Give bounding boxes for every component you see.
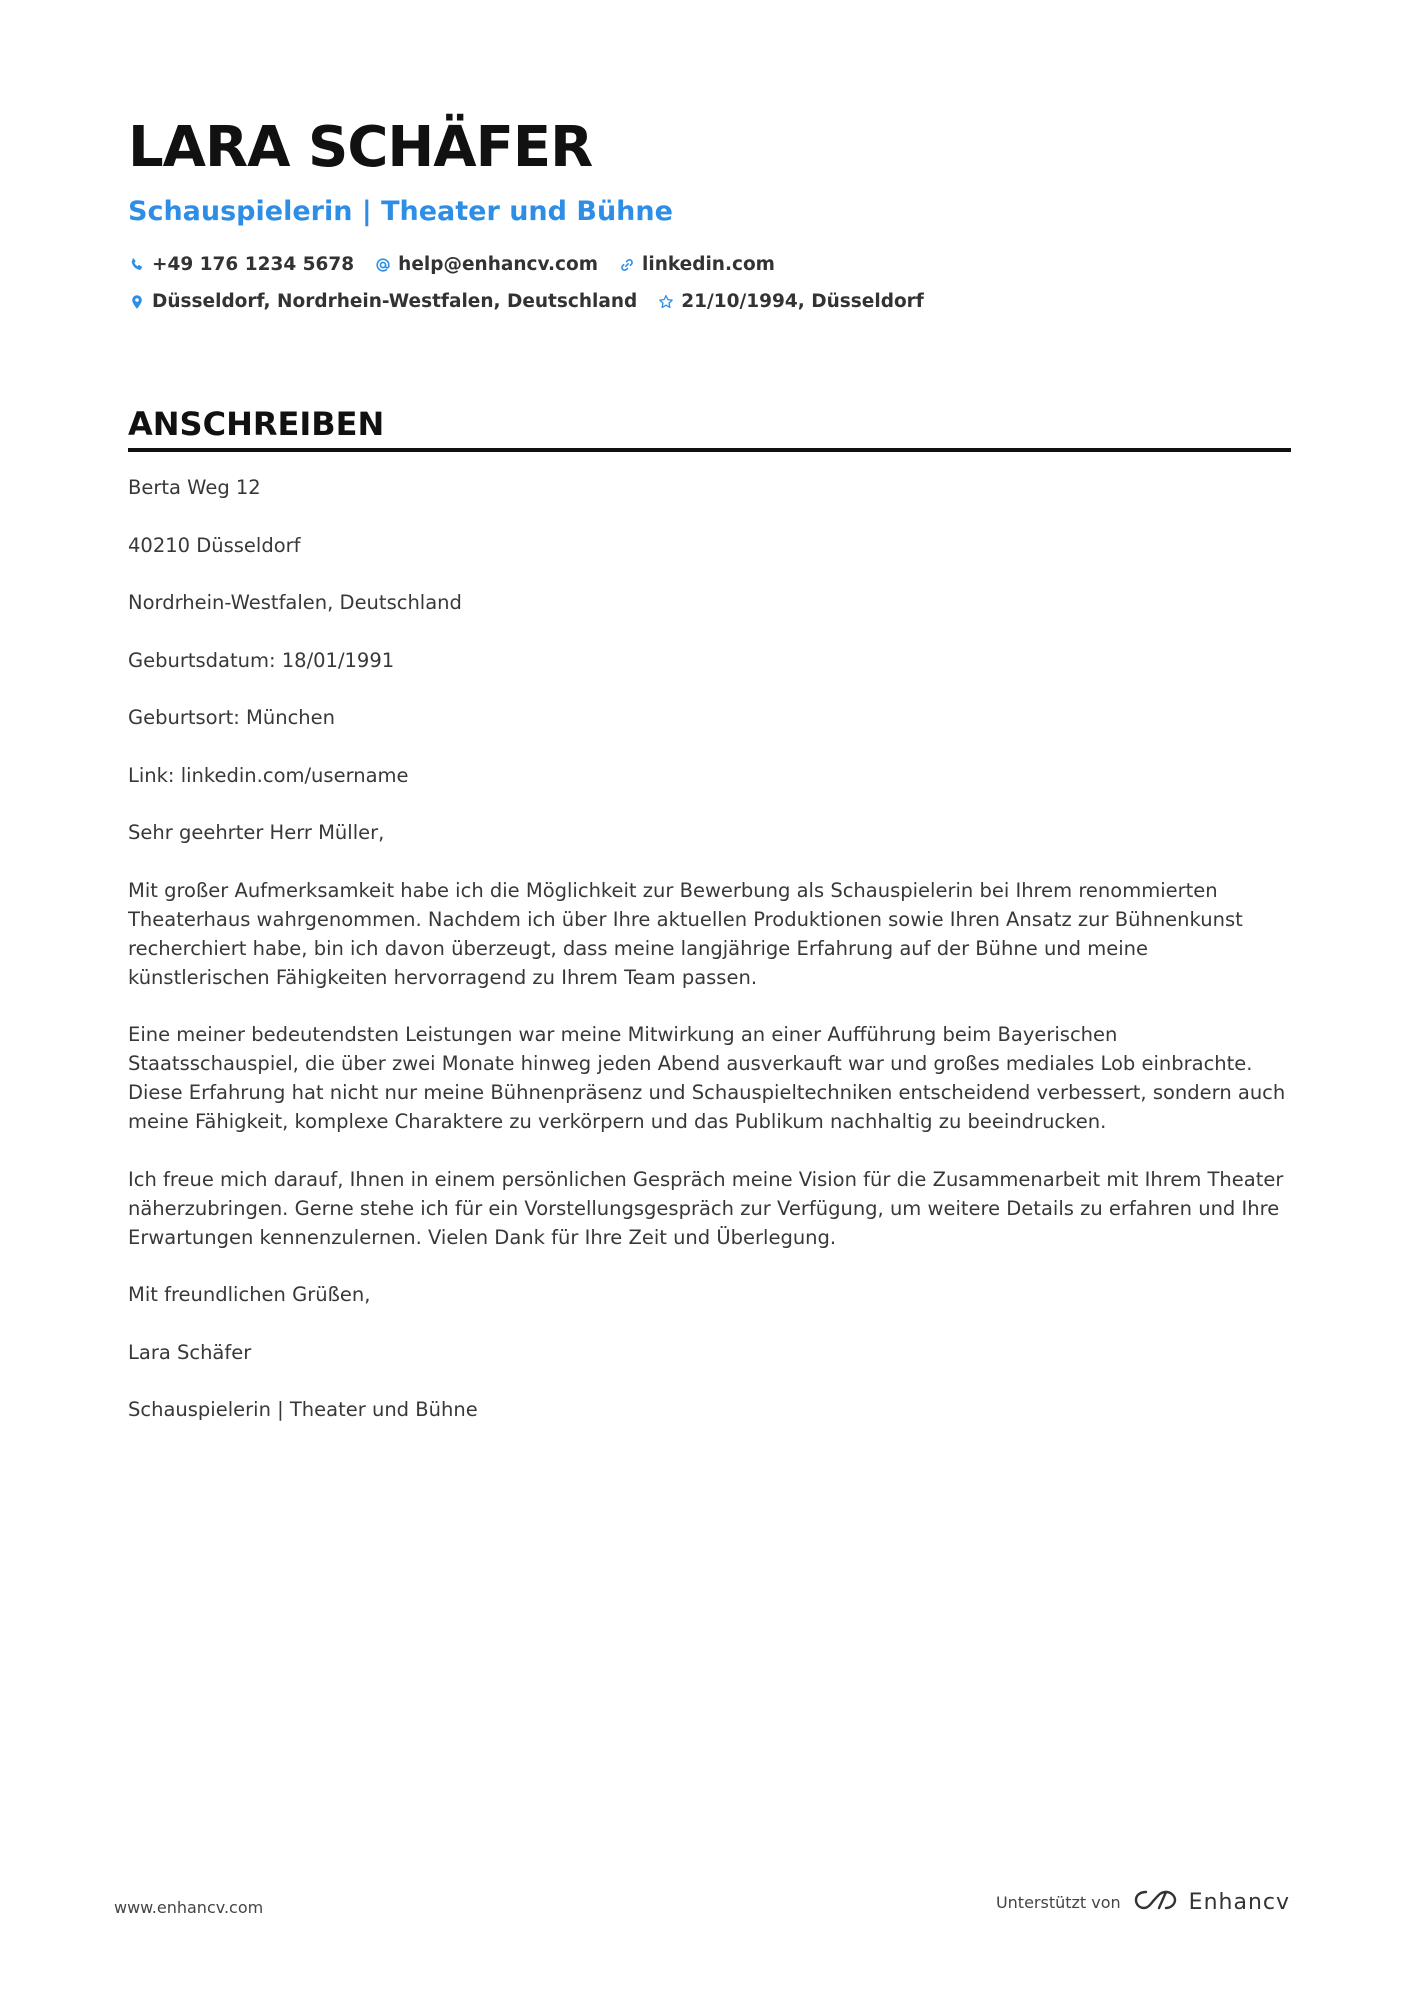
brand-logo[interactable] [1133, 1888, 1290, 1916]
contact-location-text: Düsseldorf, Nordrhein-Westfalen, Deutschland [152, 291, 638, 312]
birthdate-line: Geburtsdatum: 18/01/1991 [128, 648, 395, 672]
star-icon [657, 293, 675, 311]
candidate-subtitle: Schauspielerin | Theater und Bühne [128, 196, 673, 227]
cover-letter-body [128, 473, 1291, 1453]
salutation: Sehr geehrter Herr Müller, [128, 821, 385, 844]
link-line: Link: linkedin.com/username [128, 763, 409, 787]
candidate-name: LARA SCHÄFER [128, 115, 593, 180]
link-icon [618, 256, 636, 274]
location-pin-icon [128, 293, 146, 311]
contact-linkedin[interactable] [618, 254, 775, 275]
section-title: ANSCHREIBEN [128, 405, 385, 443]
address-city: 40210 Düsseldorf [128, 533, 301, 557]
footer-powered-by [996, 1888, 1290, 1916]
resume-page [128, 110, 1291, 1421]
contact-birth [657, 291, 924, 312]
signature-name: Lara Schäfer [128, 1340, 252, 1364]
phone-icon [128, 256, 146, 274]
section-divider [128, 448, 1291, 452]
closing: Mit freundlichen Grüßen, [128, 1283, 371, 1306]
contact-email-text: help@enhancv.com [398, 254, 599, 275]
contact-location [128, 291, 637, 312]
address-region: Nordrhein-Westfalen, Deutschland [128, 591, 462, 614]
birthplace-line: Geburtsort: München [128, 706, 336, 729]
paragraph-1: Mit großer Aufmerksamkeit habe ich die Möglichkeit zur Bewerbung als Schauspielerin bei Ihrem renommierten Theaterhaus wahrgenommen. Nachdem ich über Ihre aktuellen Produktionen sowie Ihren Ansatz zur Bühnenkunst recherchiert habe, bin ich davon überzeugt, dass meine langjährige Erfahrung auf der Bühne und meine künstlerischen Fähigkeiten hervorragend zu Ihrem Team passen. [128, 878, 1243, 989]
at-icon [374, 256, 392, 274]
contact-linkedin-text: linkedin.com [642, 254, 775, 275]
contact-email[interactable] [374, 254, 598, 275]
signature-title: Schauspielerin | Theater und Bühne [128, 1398, 478, 1421]
footer-website[interactable]: www.enhancv.com [114, 1898, 264, 1917]
enhancv-logo-icon [1133, 1888, 1179, 1916]
contact-phone[interactable] [128, 254, 354, 275]
paragraph-3: Ich freue mich darauf, Ihnen in einem persönlichen Gespräch meine Vision für die Zusammenarbeit mit Ihrem Theater näherzubringen. Gerne stehe ich für ein Vorstellungsgespräch zur Verfügung, um weitere Details zu erfahren und Ihre Erwartungen kennenzulernen. Vielen Dank für Ihre Zeit und Überlegung. [128, 1167, 1284, 1249]
address-street: Berta Weg 12 [128, 476, 261, 499]
brand-text: Enhancv [1188, 1889, 1290, 1915]
contact-list [128, 254, 1288, 312]
paragraph-2: Eine meiner bedeutendsten Leistungen war meine Mitwirkung an einer Aufführung beim Bayerischen Staatsschauspiel, die über zwei Monate hinweg jeden Abend ausverkauft war und großes mediales Lob einbrachte. Diese Erfahrung hat nicht nur meine Bühnenpräsenz und Schauspieltechniken entscheidend verbessert, sondern auch meine Fähigkeit, komplexe Charaktere zu verkörpern und das Publikum nachhaltig zu beeindrucken. [128, 1023, 1286, 1133]
contact-phone-text: +49 176 1234 5678 [152, 254, 355, 275]
contact-birth-text: 21/10/1994, Düsseldorf [681, 291, 924, 312]
powered-by-label: Unterstützt von [995, 1892, 1121, 1912]
